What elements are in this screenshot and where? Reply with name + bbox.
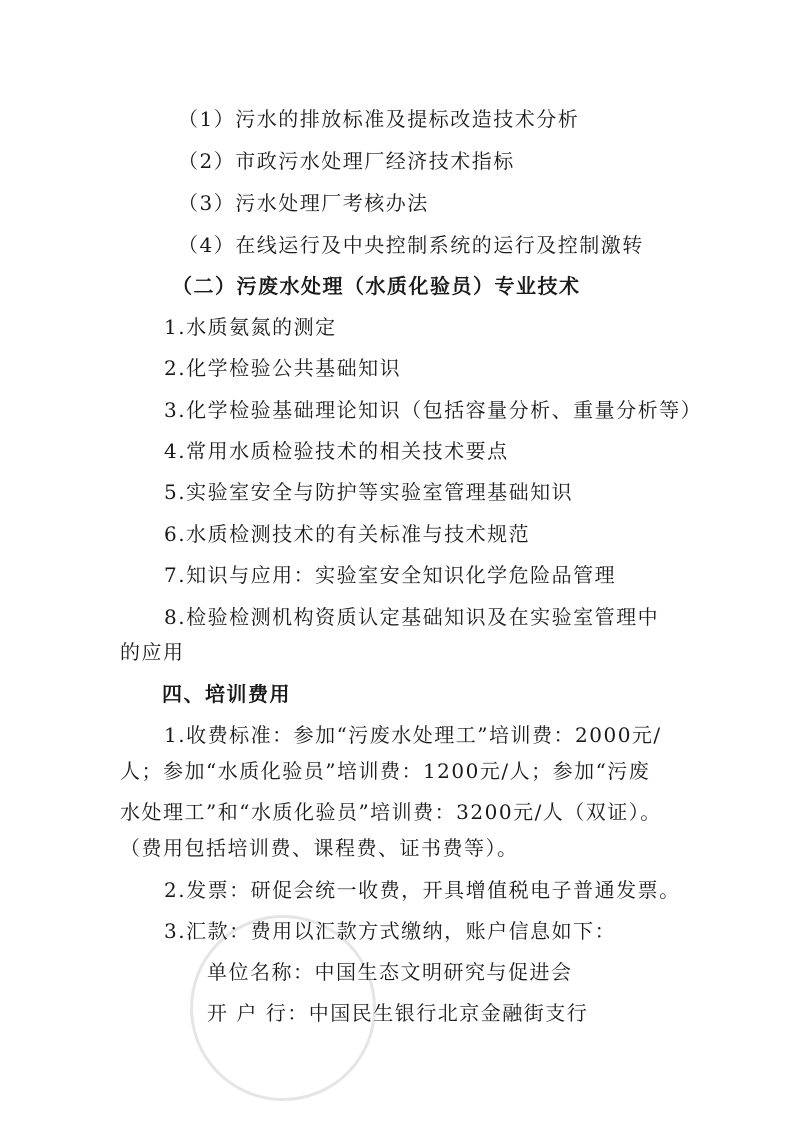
item-line-2: （2）市政污水处理厂经济技术指标 [178,149,515,173]
section-heading-fees: 四、培训费用 [162,682,291,706]
topic-line-7: 7.知识与应用：实验室安全知识化学危险品管理 [164,563,617,587]
topic-line-4: 4.常用水质检验技术的相关技术要点 [164,439,509,463]
topic-line-8: 8.检验检测机构资质认定基础知识及在实验室管理中 [164,605,660,629]
topic-line-2: 2.化学检验公共基础知识 [164,356,402,380]
fee-line-1: 1.收费标准：参加“污废水处理工”培训费：2000元/ [164,723,662,747]
bank-branch-line: 开 户 行：中国民生银行北京金融街支行 [207,1001,589,1025]
topic-line-6: 6.水质检测技术的有关标准与技术规范 [164,522,531,546]
topic-line-8-cont: 的应用 [120,640,185,664]
fee-line-4: （费用包括培训费、课程费、证书费等）。 [120,836,519,860]
topic-line-1: 1.水质氨氮的测定 [164,315,337,339]
item-line-4: （4）在线运行及中央控制系统的运行及控制激转 [178,233,644,257]
fee-line-2: 人；参加“水质化验员”培训费：1200元/人；参加“污废 [120,759,651,783]
invoice-line: 2.发票：研促会统一收费，开具增值税电子普通发票。 [164,878,681,902]
account-name-line: 单位名称：中国生态文明研究与促进会 [207,960,573,984]
item-line-1: （1）污水的排放标准及提标改造技术分析 [178,107,580,131]
section-heading-water-lab: （二）污废水处理（水质化验员）专业技术 [172,274,581,298]
topic-line-5: 5.实验室安全与防护等实验室管理基础知识 [164,480,574,504]
topic-line-3: 3.化学检验基础理论知识（包括容量分析、重量分析等） [164,398,703,422]
item-line-3: （3）污水处理厂考核办法 [178,191,429,215]
remittance-line: 3.汇款：费用以汇款方式缴纳，账户信息如下： [164,919,617,943]
fee-line-3: 水处理工”和“水质化验员”培训费：3200元/人（双证）。 [120,800,662,824]
